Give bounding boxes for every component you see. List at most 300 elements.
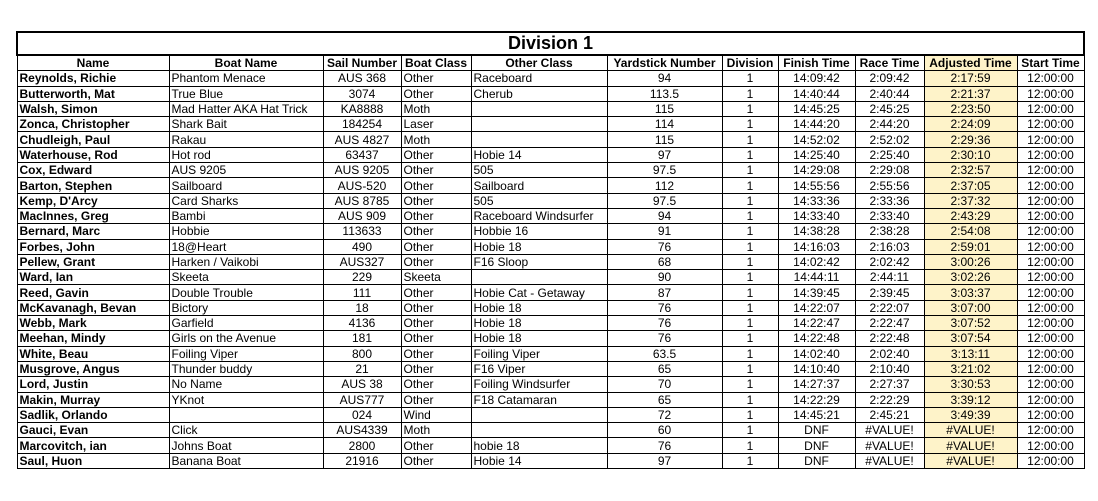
finish-time: 14:33:40: [778, 208, 855, 223]
boat-class: Other: [401, 178, 471, 193]
yardstick-number: 114: [607, 117, 722, 132]
adjusted-time: 2:29:36: [924, 132, 1017, 147]
boat-name: YKnot: [169, 392, 323, 407]
finish-time: 14:29:08: [778, 163, 855, 178]
competitor-name: Lord, Justin: [17, 377, 169, 392]
competitor-name: Pellew, Grant: [17, 254, 169, 269]
table-row: [17, 407, 1084, 422]
table-row: [17, 316, 1084, 331]
table-row: [17, 163, 1084, 178]
finish-time: 14:38:28: [778, 224, 855, 239]
finish-time: 14:45:21: [778, 407, 855, 422]
adjusted-time: 2:30:10: [924, 147, 1017, 162]
division-cell: 1: [722, 193, 778, 208]
table-row: [17, 346, 1084, 361]
yardstick-number: 113.5: [607, 86, 722, 101]
competitor-name: MacInnes, Greg: [17, 208, 169, 223]
other-class: F16 Viper: [471, 361, 607, 376]
table-row: [17, 377, 1084, 392]
race-time: #VALUE!: [855, 423, 924, 438]
boat-name: Phantom Menace: [169, 71, 323, 86]
division-cell: 1: [722, 178, 778, 193]
competitor-name: Saul, Huon: [17, 453, 169, 468]
finish-time: 14:45:25: [778, 101, 855, 116]
adjusted-time: 3:07:00: [924, 300, 1017, 315]
start-time: 12:00:00: [1017, 438, 1084, 453]
race-time: 2:52:02: [855, 132, 924, 147]
yardstick-number: 76: [607, 331, 722, 346]
division-cell: 1: [722, 101, 778, 116]
division-title: Division 1: [17, 32, 1084, 55]
finish-time: 14:27:37: [778, 377, 855, 392]
sail-number: AUS-520: [323, 178, 401, 193]
boat-class: Moth: [401, 101, 471, 116]
yardstick-number: 76: [607, 239, 722, 254]
table-row: [17, 132, 1084, 147]
adjusted-time: 2:43:29: [924, 208, 1017, 223]
boat-class: Moth: [401, 423, 471, 438]
start-time: 12:00:00: [1017, 117, 1084, 132]
finish-time: 14:02:40: [778, 346, 855, 361]
competitor-name: Reed, Gavin: [17, 285, 169, 300]
finish-time: 14:22:29: [778, 392, 855, 407]
division-cell: 1: [722, 392, 778, 407]
boat-name: AUS 9205: [169, 163, 323, 178]
other-class: Foiling Viper: [471, 346, 607, 361]
other-class: Hobbie 16: [471, 224, 607, 239]
other-class: hobie 18: [471, 438, 607, 453]
sail-number: 800: [323, 346, 401, 361]
finish-time: 14:52:02: [778, 132, 855, 147]
adjusted-time: 2:17:59: [924, 71, 1017, 86]
start-time: 12:00:00: [1017, 407, 1084, 422]
sail-number: AUS 38: [323, 377, 401, 392]
table-row: [17, 285, 1084, 300]
yardstick-number: 97.5: [607, 163, 722, 178]
finish-time: 14:16:03: [778, 239, 855, 254]
adjusted-time: 2:59:01: [924, 239, 1017, 254]
start-time: 12:00:00: [1017, 331, 1084, 346]
boat-name: 18@Heart: [169, 239, 323, 254]
yardstick-number: 90: [607, 270, 722, 285]
race-time: 2:22:29: [855, 392, 924, 407]
other-class: Raceboard Windsurfer: [471, 208, 607, 223]
start-time: 12:00:00: [1017, 254, 1084, 269]
boat-name: Harken / Vaikobi: [169, 254, 323, 269]
sail-number: 184254: [323, 117, 401, 132]
table-row: [17, 438, 1084, 453]
sail-number: 18: [323, 300, 401, 315]
other-class: Hobie 18: [471, 239, 607, 254]
col-header-other-class: Other Class: [471, 55, 607, 71]
boat-name: True Blue: [169, 86, 323, 101]
boat-class: Moth: [401, 132, 471, 147]
other-class: [471, 132, 607, 147]
division-cell: 1: [722, 361, 778, 376]
col-header-division: Division: [722, 55, 778, 71]
boat-name: Mad Hatter AKA Hat Trick: [169, 101, 323, 116]
yardstick-number: 94: [607, 208, 722, 223]
adjusted-time: 2:24:09: [924, 117, 1017, 132]
division-cell: 1: [722, 147, 778, 162]
yardstick-number: 112: [607, 178, 722, 193]
boat-name: Banana Boat: [169, 453, 323, 468]
table-row: [17, 117, 1084, 132]
table-row: [17, 300, 1084, 315]
division-cell: 1: [722, 438, 778, 453]
boat-name: Bictory: [169, 300, 323, 315]
start-time: 12:00:00: [1017, 453, 1084, 468]
boat-name: [169, 407, 323, 422]
finish-time: 14:55:56: [778, 178, 855, 193]
division-cell: 1: [722, 270, 778, 285]
division-cell: 1: [722, 224, 778, 239]
table-row: [17, 254, 1084, 269]
table-row: [17, 208, 1084, 223]
competitor-name: Gauci, Evan: [17, 423, 169, 438]
start-time: 12:00:00: [1017, 178, 1084, 193]
other-class: [471, 117, 607, 132]
boat-class: Laser: [401, 117, 471, 132]
division-cell: 1: [722, 453, 778, 468]
start-time: 12:00:00: [1017, 132, 1084, 147]
table-row: [17, 453, 1084, 468]
boat-name: Johns Boat: [169, 438, 323, 453]
race-time: 2:29:08: [855, 163, 924, 178]
finish-time: 14:44:11: [778, 270, 855, 285]
boat-name: Hobbie: [169, 224, 323, 239]
competitor-name: Marcovitch, ian: [17, 438, 169, 453]
finish-time: 14:40:44: [778, 86, 855, 101]
race-time: 2:55:56: [855, 178, 924, 193]
table-row: [17, 71, 1084, 86]
sail-number: 024: [323, 407, 401, 422]
finish-time: 14:25:40: [778, 147, 855, 162]
competitor-name: Walsh, Simon: [17, 101, 169, 116]
other-class: [471, 407, 607, 422]
division-cell: 1: [722, 132, 778, 147]
competitor-name: Webb, Mark: [17, 316, 169, 331]
start-time: 12:00:00: [1017, 392, 1084, 407]
sail-number: AUS 909: [323, 208, 401, 223]
start-time: 12:00:00: [1017, 193, 1084, 208]
boat-name: No Name: [169, 377, 323, 392]
yardstick-number: 76: [607, 316, 722, 331]
finish-time: DNF: [778, 423, 855, 438]
competitor-name: Barton, Stephen: [17, 178, 169, 193]
sail-number: AUS 8785: [323, 193, 401, 208]
sail-number: 21: [323, 361, 401, 376]
race-time: 2:22:48: [855, 331, 924, 346]
adjusted-time: 3:07:52: [924, 316, 1017, 331]
finish-time: 14:09:42: [778, 71, 855, 86]
other-class: Hobie 18: [471, 331, 607, 346]
other-class: 505: [471, 163, 607, 178]
adjusted-time: 2:37:05: [924, 178, 1017, 193]
competitor-name: Musgrove, Angus: [17, 361, 169, 376]
race-time: 2:33:40: [855, 208, 924, 223]
boat-name: Click: [169, 423, 323, 438]
other-class: F16 Sloop: [471, 254, 607, 269]
table-row: [17, 101, 1084, 116]
competitor-name: Zonca, Christopher: [17, 117, 169, 132]
finish-time: 14:02:42: [778, 254, 855, 269]
yardstick-number: 63.5: [607, 346, 722, 361]
division-cell: 1: [722, 285, 778, 300]
sail-number: 3074: [323, 86, 401, 101]
yardstick-number: 76: [607, 438, 722, 453]
yardstick-number: 97: [607, 453, 722, 468]
boat-name: Card Sharks: [169, 193, 323, 208]
race-time: 2:44:11: [855, 270, 924, 285]
adjusted-time: 2:54:08: [924, 224, 1017, 239]
boat-class: Other: [401, 193, 471, 208]
competitor-name: Cox, Edward: [17, 163, 169, 178]
boat-class: Other: [401, 163, 471, 178]
adjusted-time: 3:07:54: [924, 331, 1017, 346]
other-class: [471, 270, 607, 285]
sail-number: AUS 4827: [323, 132, 401, 147]
competitor-name: Butterworth, Mat: [17, 86, 169, 101]
race-time: 2:27:37: [855, 377, 924, 392]
col-header-race-time: Race Time: [855, 55, 924, 71]
table-row: [17, 392, 1084, 407]
division-cell: 1: [722, 239, 778, 254]
division-cell: 1: [722, 163, 778, 178]
finish-time: 14:10:40: [778, 361, 855, 376]
sail-number: 4136: [323, 316, 401, 331]
table-row: [17, 239, 1084, 254]
finish-time: 14:33:36: [778, 193, 855, 208]
start-time: 12:00:00: [1017, 224, 1084, 239]
finish-time: DNF: [778, 438, 855, 453]
boat-name: Girls on the Avenue: [169, 331, 323, 346]
table-row: [17, 86, 1084, 101]
boat-class: Other: [401, 300, 471, 315]
boat-class: Other: [401, 377, 471, 392]
division-cell: 1: [722, 377, 778, 392]
table-row: [17, 147, 1084, 162]
competitor-name: Bernard, Marc: [17, 224, 169, 239]
boat-class: Other: [401, 438, 471, 453]
boat-class: Other: [401, 285, 471, 300]
start-time: 12:00:00: [1017, 346, 1084, 361]
other-class: Cherub: [471, 86, 607, 101]
col-header-start-time: Start Time: [1017, 55, 1084, 71]
table-row: [17, 361, 1084, 376]
boat-class: Other: [401, 224, 471, 239]
yardstick-number: 65: [607, 361, 722, 376]
adjusted-time: 3:49:39: [924, 407, 1017, 422]
other-class: Hobie 18: [471, 300, 607, 315]
competitor-name: Waterhouse, Rod: [17, 147, 169, 162]
boat-name: Thunder buddy: [169, 361, 323, 376]
boat-class: Other: [401, 453, 471, 468]
boat-class: Other: [401, 86, 471, 101]
race-time: 2:10:40: [855, 361, 924, 376]
yardstick-number: 72: [607, 407, 722, 422]
division-cell: 1: [722, 117, 778, 132]
other-class: Sailboard: [471, 178, 607, 193]
start-time: 12:00:00: [1017, 147, 1084, 162]
yardstick-number: 115: [607, 132, 722, 147]
header-row: [17, 55, 1084, 71]
boat-class: Other: [401, 316, 471, 331]
col-header-adjusted-time: Adjusted Time: [924, 55, 1017, 71]
competitor-name: Sadlik, Orlando: [17, 407, 169, 422]
division-cell: 1: [722, 86, 778, 101]
boat-class: Other: [401, 346, 471, 361]
boat-name: Skeeta: [169, 270, 323, 285]
start-time: 12:00:00: [1017, 101, 1084, 116]
sail-number: AUS777: [323, 392, 401, 407]
boat-class: Other: [401, 361, 471, 376]
sail-number: 229: [323, 270, 401, 285]
table-row: [17, 331, 1084, 346]
yardstick-number: 94: [607, 71, 722, 86]
sail-number: AUS 9205: [323, 163, 401, 178]
other-class: Hobie 18: [471, 316, 607, 331]
boat-name: Hot rod: [169, 147, 323, 162]
adjusted-time: 2:23:50: [924, 101, 1017, 116]
results-body: [17, 71, 1084, 469]
table-row: [17, 270, 1084, 285]
yardstick-number: 87: [607, 285, 722, 300]
start-time: 12:00:00: [1017, 208, 1084, 223]
other-class: Hobie 14: [471, 453, 607, 468]
division-cell: 1: [722, 208, 778, 223]
adjusted-time: 3:03:37: [924, 285, 1017, 300]
race-time: 2:22:07: [855, 300, 924, 315]
table-row: [17, 224, 1084, 239]
table-row: [17, 423, 1084, 438]
col-header-finish-time: Finish Time: [778, 55, 855, 71]
boat-class: Other: [401, 392, 471, 407]
boat-class: Wind: [401, 407, 471, 422]
race-time: 2:38:28: [855, 224, 924, 239]
boat-name: Rakau: [169, 132, 323, 147]
finish-time: 14:22:07: [778, 300, 855, 315]
other-class: Raceboard: [471, 71, 607, 86]
col-header-boat-name: Boat Name: [169, 55, 323, 71]
yardstick-number: 70: [607, 377, 722, 392]
competitor-name: Ward, Ian: [17, 270, 169, 285]
other-class: [471, 101, 607, 116]
adjusted-time: 3:13:11: [924, 346, 1017, 361]
race-time: 2:09:42: [855, 71, 924, 86]
other-class: Hobie Cat - Getaway: [471, 285, 607, 300]
sail-number: 490: [323, 239, 401, 254]
yardstick-number: 91: [607, 224, 722, 239]
race-time: 2:44:20: [855, 117, 924, 132]
adjusted-time: 3:30:53: [924, 377, 1017, 392]
division-cell: 1: [722, 254, 778, 269]
finish-time: 14:22:48: [778, 331, 855, 346]
division-cell: 1: [722, 423, 778, 438]
race-time: 2:02:40: [855, 346, 924, 361]
division-cell: 1: [722, 407, 778, 422]
division-cell: 1: [722, 71, 778, 86]
yardstick-number: 97: [607, 147, 722, 162]
competitor-name: Chudleigh, Paul: [17, 132, 169, 147]
race-time: 2:25:40: [855, 147, 924, 162]
adjusted-time: 2:21:37: [924, 86, 1017, 101]
boat-class: Other: [401, 239, 471, 254]
adjusted-time: 3:39:12: [924, 392, 1017, 407]
sail-number: 181: [323, 331, 401, 346]
race-time: 2:45:25: [855, 101, 924, 116]
boat-class: Other: [401, 71, 471, 86]
start-time: 12:00:00: [1017, 71, 1084, 86]
sail-number: AUS327: [323, 254, 401, 269]
sail-number: AUS 368: [323, 71, 401, 86]
boat-class: Skeeta: [401, 270, 471, 285]
other-class: Foiling Windsurfer: [471, 377, 607, 392]
finish-time: 14:44:20: [778, 117, 855, 132]
competitor-name: Kemp, D'Arcy: [17, 193, 169, 208]
yardstick-number: 97.5: [607, 193, 722, 208]
adjusted-time: 3:02:26: [924, 270, 1017, 285]
sail-number: 63437: [323, 147, 401, 162]
boat-class: Other: [401, 208, 471, 223]
sail-number: 2800: [323, 438, 401, 453]
division-cell: 1: [722, 346, 778, 361]
start-time: 12:00:00: [1017, 86, 1084, 101]
finish-time: 14:39:45: [778, 285, 855, 300]
adjusted-time: 2:37:32: [924, 193, 1017, 208]
race-time: #VALUE!: [855, 453, 924, 468]
table-row: [17, 178, 1084, 193]
boat-name: Foiling Viper: [169, 346, 323, 361]
col-header-name: Name: [17, 55, 169, 71]
start-time: 12:00:00: [1017, 239, 1084, 254]
col-header-boat-class: Boat Class: [401, 55, 471, 71]
yardstick-number: 65: [607, 392, 722, 407]
boat-class: Other: [401, 147, 471, 162]
results-table: [16, 31, 1085, 469]
boat-name: Sailboard: [169, 178, 323, 193]
boat-class: Other: [401, 254, 471, 269]
boat-name: Double Trouble: [169, 285, 323, 300]
start-time: 12:00:00: [1017, 285, 1084, 300]
other-class: 505: [471, 193, 607, 208]
start-time: 12:00:00: [1017, 270, 1084, 285]
division-cell: 1: [722, 331, 778, 346]
race-time: #VALUE!: [855, 438, 924, 453]
competitor-name: McKavanagh, Bevan: [17, 300, 169, 315]
race-time: 2:33:36: [855, 193, 924, 208]
sail-number: 111: [323, 285, 401, 300]
other-class: F18 Catamaran: [471, 392, 607, 407]
competitor-name: Makin, Murray: [17, 392, 169, 407]
division-cell: 1: [722, 316, 778, 331]
start-time: 12:00:00: [1017, 316, 1084, 331]
col-header-sail-number: Sail Number: [323, 55, 401, 71]
competitor-name: Forbes, John: [17, 239, 169, 254]
yardstick-number: 115: [607, 101, 722, 116]
start-time: 12:00:00: [1017, 423, 1084, 438]
race-time: 2:02:42: [855, 254, 924, 269]
competitor-name: White, Beau: [17, 346, 169, 361]
adjusted-time: 3:00:26: [924, 254, 1017, 269]
sail-number: 113633: [323, 224, 401, 239]
finish-time: DNF: [778, 453, 855, 468]
race-time: 2:40:44: [855, 86, 924, 101]
race-time: 2:16:03: [855, 239, 924, 254]
boat-name: Garfield: [169, 316, 323, 331]
competitor-name: Reynolds, Richie: [17, 71, 169, 86]
other-class: Hobie 14: [471, 147, 607, 162]
